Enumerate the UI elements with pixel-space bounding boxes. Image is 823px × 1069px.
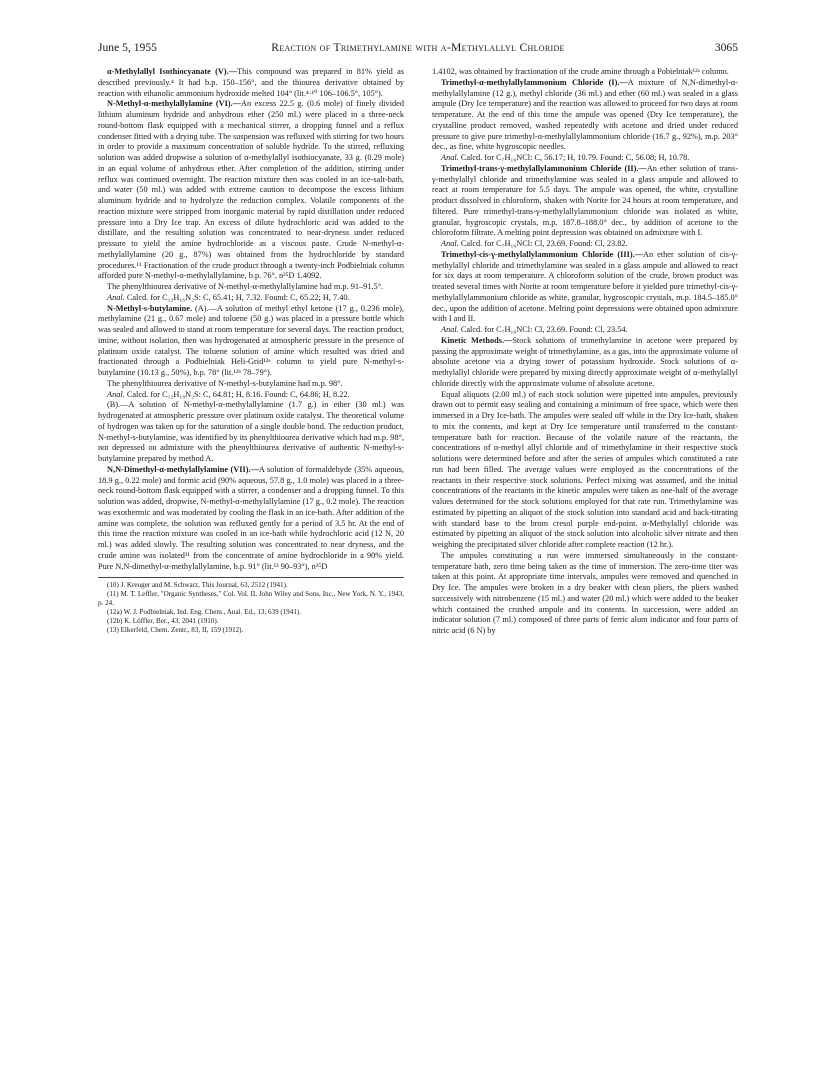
analysis-label: Anal. [107,389,125,399]
header-date: June 5, 1955 [98,41,157,54]
right-column-paragraph [432,153,738,164]
left-column-paragraph [98,465,404,573]
analysis-label: Anal. [441,153,459,162]
left-column-paragraph [98,67,404,99]
section-heading: N,N-Dimethyl-α-methylallylamine (VII).— [107,464,259,474]
left-column-paragraph [98,293,404,304]
left-column-paragraph [98,304,404,379]
left-column-paragraph [98,379,404,390]
right-column-paragraph [432,239,738,250]
right-column [432,67,738,637]
header-title: Reaction of Trimethylamine with α-Methylallyl Chloride [271,41,565,54]
left-column-paragraphs [98,67,404,572]
left-column-paragraph [98,400,404,465]
footnote: (12a) W. J. Podbielniak, Ind. Eng. Chem., Anal. Ed., 13, 639 (1941). [107,608,302,617]
right-column-paragraph [432,551,738,637]
section-heading: α-Methylallyl Isothiocyanate (V).— [107,67,238,76]
paragraph-text: An excess 22.5 g. (0.6 mole) of finely divided lithium aluminum hydride and anhydrous ether (250 ml.) were placed in a three-neck round-bottom flask equipped with a mechanical stirrer, a dropping funnel and a reflux condenser fitted with a drying tube. The suspension was refluxed with stirring for two hours in order to provide a maximum concentration of soluble hydride. To the stirred, refluxing solution was added dropwise a solution of α-methylallyl isothiocyanate, 33 g. (0.29 mole) in an equal volume of anhydrous ether. After completion of the addition, stirring under reflux was continued overnight. The reaction mixture then was cooled in an ice-salt-bath, and water (50 ml.) was added with extreme caution to decompose the excess lithium aluminum hydride and to hydrolyze the reduction complex. Volatile components of the reaction mixture were stripped from inorganic material by rapid distillation under reduced pressure into a Dry Ice trap. An excess of dilute hydrochloric acid was added to the distillate, and the resulting solution was concentrated to near-dryness under reduced pressure to yield the amine hydrochloride as a viscous paste. Crude N-methyl-α-methylallylamine (20 g., 87%) was obtained from the hydrochloride by standard procedures.¹¹ Fractionation of the crude product through a twenty-inch Podbielniak column afforded pure N-methyl-α-methylallylamine, b.p. 76°, n²⁵D 1.4092. [98,99,404,281]
right-column-paragraph [432,336,738,390]
footnote: (10) J. Kreuger and M. Schwarz, This Journal, 63, 2512 (1941). [107,581,288,590]
analysis-label: Anal. [441,239,459,248]
right-column-paragraph [432,164,738,239]
paragraph-text: A solution of formaldehyde (35% aqueous, 18.9 g., 0.22 mole) and formic acid (90% aqueous, 57.8 g., 1.0 mole) was placed in a three-neck round-bottom flask equipped with a stirrer, a condenser and a dropping funnel. To this solution was added, dropwise, N-methyl-α-methylallylamine (17 g., 0.2 mole). The reaction was exothermic and was moderated by cooling the flask in an ice-bath. After addition of the amine was complete, the solution was refluxed gently for a period of 3.5 hr. At the end of this time the reaction mixture was cooled in an ice-bath while hydrochloric acid (12 N, 20 ml.) was added slowly. The resulting solution was concentrated to near dryness, and the crude amine was isolated¹¹ from the concentrate of amine hydrochloride in a 90% yield. Pure N,N-dimethyl-α-methylallylamine, b.p. 91° (lit.¹³ 90–93°), n²⁵D [98,464,404,571]
paragraph-text: This compound was prepared in 81% yield as described previously.⁴ It had b.p. 150–156°, and the thiourea derivative obtained by reaction with ethanolic ammonium hydroxide melted 104° (lit.⁴·¹⁰ 106–106.5°, 105°). [98,67,404,98]
paragraph-text: (B).—A solution of N-methyl-α-methylallylamine (1.7 g.) in ether (30 ml.) was hydrogenated at atmospheric pressure over platinum oxide catalyst. The theoretical volume of hydrogen was taken up for the saturation of a single double bond. The reduction product, N-methyl-s-butylamine, was identified by its phenylthiourea derivative which had m.p. 98°, not depressed on admixture with the phenylthiourea derivative of authentic N-methyl-s-butylamine prepared by method A. [98,400,404,463]
analysis-label: Anal. [107,292,125,302]
section-heading: N-Methyl-α-methylallylamine (VI).— [107,99,242,109]
paragraph-text: An ether solution of trans-γ-methylallyl chloride and trimethylamine was sealed in a glass ampule and allowed to react at room temperature for 5.5 days. The ampule was opened, the white, crystalline product dissolved in chloroform, shaken with Norite for 24 hours at room temperature, and filtered. Pure trimethyl-trans-γ-methylallylammonium chloride was isolated as white, granular, hygroscopic crystals, m.p. 187.8–188.0° dec., by addition of acetone to the chloroform filtrate. A melting point depression was obtained on admixture with I. [432,163,738,238]
analysis-label: Anal. [441,325,459,334]
section-heading: Trimethyl-cis-γ-methylallylammonium Chloride (III).— [441,249,643,259]
paragraph-text: 1.4102, was obtained by fractionation of the crude amine through a Pobielniak¹²ᵃ column. [432,67,729,76]
running-header [98,40,738,56]
right-column-paragraph [432,325,738,336]
footnote: (12b) K. Löffler, Ber., 43, 2041 (1910). [107,617,219,626]
footnote: (13) Elkerfeld, Chem. Zentr., 83, II, 159 (1912). [107,626,244,635]
section-heading: N-Methyl-s-butylamine. [107,303,193,313]
paragraph-text: Equal aliquots (2.00 ml.) of each stock solution were pipetted into ampules, previously drawn out to permit easy sealing and containing a minimum of free space, which were then immersed in a Dry Ice-bath. The ampules were sealed off while in the Dry Ice-bath, shaken to mix the contents, and kept at Dry Ice temperature until transferred to the constant-temperature bath for reaction. Because of the volatile nature of the reactants, the concentrations of α-methyl allyl chloride and of trimethylamine in their respective stock solutions were determined before and after the series of ampules which constituted a rate run had been filled. The average values were employed as the concentrations of the reactants in their respective stock solutions. Perfect mixing was assumed, and the initial concentrations of the reactants in the kinetic ampules were taken as one-half of the average values determined for the stock solutions employed for that rate run. Trimethylamine was estimated by pipetting an aliquot of the stock solution into standard acid and back-titrating with standard base to the brom cresol purple end-point. α-Methylallyl chloride was estimated by pipetting an aliquot of the stock solution into alcoholic silver nitrate and then weighing the precipitated silver chloride after complete reaction (12 hr.). [432,389,738,549]
left-column-paragraph [98,282,404,293]
paragraph-text: Calcd. for C₁₂H₁₆N₂S: C, 65.41; H, 7.32. Found: C, 65.22; H, 7.40. [124,292,350,302]
right-column-paragraph [432,78,738,153]
left-column-paragraph [98,390,404,401]
section-heading: Trimethyl-α-methylallylammonium Chloride (I).— [441,77,628,87]
paragraph-text: An ether solution of cis-γ-methylallyl chloride and trimethylamine was sealed in a glass ampule and allowed to react for six days at room temperature. A chloroform solution of the crude, brown product was treated several times with Norite at room temperature before it yielded pure trimethyl-cis-γ-methylallylammonium chloride as white, granular, hygroscopic crystals, m.p. 184.5–185.0° dec., upon the addition of acetone. Melting point depressions were obtained upon admixture with I and II. [432,249,738,324]
right-column-paragraph [432,250,738,325]
left-column [98,67,404,635]
header-page-number: 3065 [714,41,738,54]
paragraph-text: Calcd. for C₇H₁₆NCl: Cl, 23.69. Found: Cl, 23.82. [458,239,628,248]
paragraph-text: Stock solutions of trimethylamine in acetone were prepared by passing the approximate weight of trimethylamine, as a gas, into the approximate volume of absolute acetone via a drying tower of potassium hydroxide. Stock solutions of α-methylallyl chloride were prepared by mixing directly approximate weight of α-methylallyl chloride directly with the approximate volume of absolute acetone. [432,335,738,388]
paragraph-text: Calcd. for C₇H₁₆NCl: Cl, 23.69. Found: Cl, 23.54. [458,325,628,334]
paragraph-text: (A).—A solution of methyl ethyl ketone (17 g., 0.236 mole), methylamine (21 g., 0.67 mole) and toluene (50 g.) was placed in a pressure bottle which was sealed and allowed to stand at room temperature for several days. The reaction product, imine, without isolation, then was hydrogenated at atmospheric pressure in the presence of platinum oxide catalyst. The toluene solution of amine which resulted was dried and fractionated through a Podbielniak Heli-Grid¹²ᵃ column to yield pure N-methyl-s-butylamine (10.13 g., 50%), b.p. 78° (lit.¹²ᵇ 78–79°). [98,303,404,377]
paragraph-text: Calcd. for C₁₂H₁₈N₂S: C, 64.81; H, 8.16. Found: C, 64.86; H, 8.22. [124,389,350,399]
paragraph-text: Calcd. for C₇H₁₆NCl: C, 56.17; H, 10.79. Found: C, 56.08; H, 10.78. [458,153,690,162]
section-heading: Kinetic Methods.— [441,335,513,345]
right-column-paragraph [432,67,738,78]
paragraph-text: The ampules constituting a run were immersed simultaneously in the constant-temperature bath, zero time being taken as the time of immersion. The zero-time titer was taken at this point. At appropriate time intervals, ampules were removed and quenched in Dry Ice. The ampules were broken in a dry beaker with clean pliers, the pliers washed successively with nitrobenzene (15 ml.) and water (20 ml.) which were added to the beaker which contained the crushed ampule and its contents. In succession, were added an indicator solution (7 ml.) composed of three parts of ferric alum indicator and four parts of nitric acid (6 N) by [432,550,738,635]
paragraph-text: The phenylthiourea derivative of N-methyl-s-butylamine had m.p. 98°. [107,378,343,388]
paragraph-text: A mixture of N,N-dimethyl-α-methylallylamine (12 g.), methyl chloride (36 ml.) and ether (60 ml.) was sealed in a glass ampule (Dry Ice temperature) and the reaction was allowed to proceed for two days at room temperature. At the end of this time the ampule was opened (Dry Ice temperature), the crystalline product removed, washed repeatedly with acetone and dried under reduced pressure to give pure trimethyl-α-methylallylammonium chloride (16.7 g., 92%), m.p. 203° dec., as fine, white hygroscopic needles. [432,77,738,152]
footnote: (11) M. T. Leffler, "Organic Syntheses," Col. Vol. II, John Wiley and Sons, Inc., New York, N. Y., 1943, p. 24. [98,590,404,608]
right-column-paragraph [432,390,738,551]
left-column-paragraph [98,99,404,282]
footnotes [98,577,404,635]
paragraph-text: The phenylthiourea derivative of N-methyl-α-methylallylamine had m.p. 91–91.5°. [107,282,384,291]
section-heading: Trimethyl-trans-γ-methylallylammonium Chloride (II).— [441,163,647,173]
